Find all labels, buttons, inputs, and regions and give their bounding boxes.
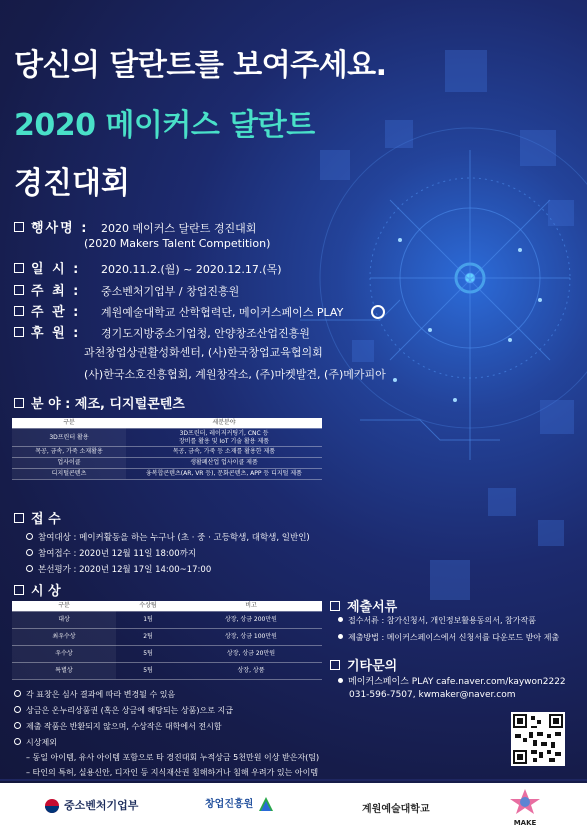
table-cell: 2팀 bbox=[116, 628, 180, 645]
info-organizer bbox=[14, 301, 343, 320]
table-cell: 최우수상 bbox=[12, 628, 116, 645]
submission-heading-text: 제출서류 bbox=[347, 600, 398, 615]
exclusion-1: – 동일 아이템, 유사 아이템 포함으로 타 경진대회 누적상금 5천만원 이상 받은자(팀) bbox=[26, 753, 320, 762]
contact-heading-text: 기타문의 bbox=[347, 659, 398, 674]
bullet-icon bbox=[14, 738, 21, 745]
checkbox-icon bbox=[14, 513, 24, 523]
table-cell: 업사이클 bbox=[12, 458, 126, 469]
info-date bbox=[14, 258, 282, 277]
table-row bbox=[12, 662, 322, 679]
table-row bbox=[12, 428, 322, 447]
field-table bbox=[12, 418, 322, 480]
host-label: 주 최 : bbox=[31, 284, 81, 299]
checkbox-icon bbox=[14, 585, 24, 595]
apply-target bbox=[26, 531, 310, 543]
bullet-icon bbox=[26, 549, 33, 556]
info-event bbox=[14, 217, 256, 236]
korea-emblem-icon bbox=[44, 798, 60, 814]
checkbox-icon bbox=[330, 601, 340, 611]
apply-heading-text: 접 수 bbox=[31, 512, 61, 527]
checkbox-icon bbox=[14, 398, 24, 408]
submission-docs-text: 접수서류 : 참가신청서, 개인정보활용동의서, 참가작품 bbox=[348, 616, 536, 625]
checkbox-icon bbox=[14, 327, 24, 337]
apply-deadline bbox=[26, 547, 196, 559]
table-row bbox=[12, 628, 322, 645]
date-value: 2020.11.2.(월) ~ 2020.12.17.(목) bbox=[101, 263, 282, 276]
table-cell: 생활폐산업 업사이클 제품 bbox=[126, 458, 322, 469]
logo-kised-text: 창업진흥원 bbox=[205, 799, 254, 810]
table-header-cell: 구분 bbox=[12, 601, 116, 611]
info-sponsor bbox=[14, 322, 310, 341]
apply-target-text: 참여대상 : 메이커활동을 하는 누구나 (초 · 중 · 고등학생, 대학생, 일반인) bbox=[38, 533, 310, 543]
bullet-icon bbox=[26, 565, 33, 572]
logo-mss-text: 중소벤처기업부 bbox=[64, 799, 139, 812]
table-header-cell: 세분분야 bbox=[126, 418, 322, 428]
contact-heading bbox=[330, 655, 397, 674]
apply-heading bbox=[14, 508, 61, 527]
sponsor-value-2: 과천창업상권활성화센터, (사)한국창업교육협의회 bbox=[84, 346, 323, 359]
event-label: 행사명 : bbox=[31, 221, 89, 236]
headline-line-2: 2020 메이커스 달란트 bbox=[14, 108, 315, 143]
checkbox-icon bbox=[14, 285, 24, 295]
organizer-label: 주 관 : bbox=[31, 305, 81, 320]
apply-judging bbox=[26, 563, 211, 575]
sponsor-value: 경기도지방중소기업청, 안양창조산업진흥원 bbox=[101, 327, 310, 340]
table-cell-line: 3D프린터, 레이저커팅기, CNC 등 bbox=[179, 429, 269, 437]
table-cell: 상장, 상금 20만원 bbox=[180, 645, 322, 662]
host-value: 중소벤처기업부 / 창업진흥원 bbox=[101, 285, 240, 298]
checkbox-icon bbox=[330, 660, 340, 670]
logo-kaywon: 계원예술대학교 bbox=[362, 804, 430, 815]
table-cell: 우수상 bbox=[12, 645, 116, 662]
bullet-icon bbox=[14, 722, 21, 729]
logo-make bbox=[505, 787, 545, 825]
note-text: 상금은 온누리상품권 (혹은 상금에 해당되는 상품)으로 지급 bbox=[26, 706, 233, 715]
checkbox-icon bbox=[14, 263, 24, 273]
sponsor-value-3: (사)한국소호진흥협회, 계원창작소, (주)마켓발견, (주)메카피아 bbox=[84, 368, 386, 381]
submission-docs bbox=[338, 615, 536, 626]
field-heading bbox=[14, 393, 185, 412]
bullet-icon bbox=[26, 533, 33, 540]
submission-heading bbox=[330, 596, 397, 615]
apply-deadline-text: 참여접수 : 2020년 12월 11일 18:00까지 bbox=[38, 549, 197, 559]
table-cell: 특별상 bbox=[12, 662, 116, 679]
bullet-icon bbox=[338, 678, 343, 683]
table-row bbox=[12, 447, 322, 458]
table-header-cell: 비고 bbox=[180, 601, 322, 611]
note-2 bbox=[14, 705, 233, 716]
table-cell: 상장, 상품 bbox=[180, 662, 322, 679]
bullet-icon bbox=[338, 634, 343, 639]
submission-method bbox=[338, 632, 559, 643]
info-host bbox=[14, 280, 239, 299]
table-cell: 상장, 상금 100만원 bbox=[180, 628, 322, 645]
table-cell: 대상 bbox=[12, 611, 116, 628]
contact-line-1-text: 메이커스페이스 PLAY cafe.naver.com/kaywon2222 bbox=[348, 677, 566, 687]
make-star-icon bbox=[505, 787, 545, 815]
table-row bbox=[12, 468, 322, 479]
table-header-cell: 구분 bbox=[12, 418, 126, 428]
bullet-icon bbox=[14, 690, 21, 697]
headline-line-1: 당신의 달란트를 보여주세요. bbox=[14, 48, 387, 83]
table-cell: 목공, 금속, 가죽 소재활용 bbox=[12, 447, 126, 458]
note-4 bbox=[14, 737, 57, 748]
organizer-value: 계원예술대학교 산학협력단, 메이커스페이스 PLAY bbox=[101, 306, 344, 319]
table-header-row bbox=[12, 601, 322, 611]
apply-judging-text: 본선평가 : 2020년 12월 17일 14:00~17:00 bbox=[38, 565, 212, 575]
table-cell: 3D프린터 활용 bbox=[12, 428, 126, 447]
kised-symbol-icon bbox=[257, 795, 275, 813]
table-cell: 융복합콘텐츠(AR, VR 등), 문화콘텐츠, APP 등 디지털 제품 bbox=[126, 468, 322, 479]
table-cell: 디지털콘텐츠 bbox=[12, 468, 126, 479]
awards-heading-text: 시 상 bbox=[31, 584, 61, 599]
note-3 bbox=[14, 721, 222, 732]
event-value: 2020 메이커스 달란트 경진대회 bbox=[101, 222, 257, 235]
table-cell: 5팀 bbox=[116, 662, 180, 679]
table-cell: 5팀 bbox=[116, 645, 180, 662]
submission-method-text: 제출방법 : 메이커스페이스에서 신청서를 다운로드 받아 제출 bbox=[348, 633, 560, 642]
bullet-icon bbox=[338, 617, 343, 622]
contact-line-1 bbox=[338, 674, 566, 687]
checkbox-icon bbox=[14, 306, 24, 316]
contact-line-2: 031-596-7507, kwmaker@naver.com bbox=[349, 690, 516, 700]
note-1 bbox=[14, 689, 175, 700]
table-row bbox=[12, 645, 322, 662]
awards-heading bbox=[14, 580, 61, 599]
table-cell: 1팀 bbox=[116, 611, 180, 628]
bullet-icon bbox=[14, 706, 21, 713]
table-row bbox=[12, 458, 322, 469]
table-row bbox=[12, 611, 322, 628]
table-header-row bbox=[12, 418, 322, 428]
table-cell-line: 장비를 활용 및 IoT 기술 활용 제품 bbox=[178, 437, 270, 445]
note-text: 시상제외 bbox=[26, 738, 57, 747]
note-text: 제출 작품은 반환되지 않으며, 수상작은 대학에서 전시함 bbox=[26, 722, 222, 731]
checkbox-icon bbox=[14, 222, 24, 232]
exclusion-2: – 타인의 특허, 실용신안, 디자인 등 지식재산권 침해하거나 침해 우려가 있는 아이템 bbox=[26, 768, 319, 777]
awards-table bbox=[12, 601, 322, 680]
table-header-cell: 수상팀 bbox=[116, 601, 180, 611]
note-text: 각 표창은 심사 결과에 따라 변경될 수 있음 bbox=[26, 690, 176, 699]
logo-mss bbox=[44, 797, 138, 814]
headline-line-3: 경진대회 bbox=[14, 166, 130, 201]
sponsor-label: 후 원 : bbox=[31, 326, 81, 341]
logo-kised bbox=[205, 795, 275, 813]
footer-logo-bar bbox=[0, 783, 587, 828]
table-cell bbox=[126, 428, 322, 447]
table-cell: 목공, 금속, 가죽 등 소재를 활용한 제품 bbox=[126, 447, 322, 458]
qr-code-icon bbox=[511, 712, 565, 766]
field-heading-text: 분 야 : 제조, 디지털콘텐츠 bbox=[31, 397, 185, 412]
date-label: 일 시 : bbox=[31, 262, 81, 277]
table-cell: 상장, 상금 200만원 bbox=[180, 611, 322, 628]
event-value-english: (2020 Makers Talent Competition) bbox=[84, 237, 271, 250]
logo-make-text: MAKE bbox=[513, 819, 537, 827]
